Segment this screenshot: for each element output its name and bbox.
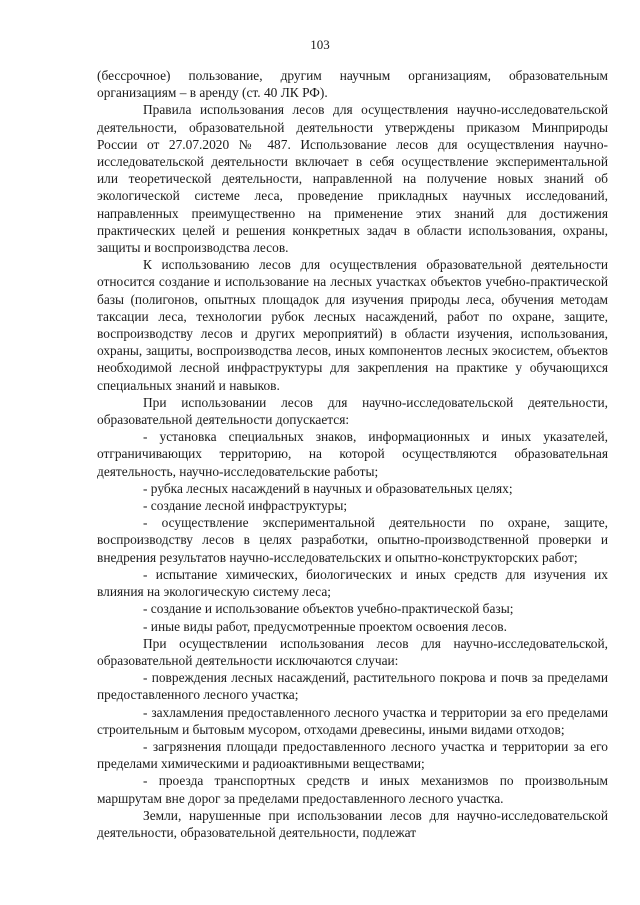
list-item-permitted-logging: - рубка лесных насаждений в научных и образовательных целях; — [143, 480, 513, 496]
list-item-permitted-experimental: - осуществление экспериментальной деятельности по охране, защите, воспроизводству лесов в целях разработки, опытно-производственной проверки и внедрения результатов научно-исследовательских и опытно-конструкторских работ; — [97, 515, 608, 565]
document-body — [97, 67, 608, 841]
list-item-permitted-testing: - испытание химических, биологических и иных средств для изучения их влияния на экологическую систему леса; — [97, 566, 608, 600]
paragraph-rules: Правила использования лесов для осуществления научно-исследовательской деятельности, образовательной деятельности утверждены приказом Минприроды России от 27.07.2020 № 487. Использование лесов для осуществления научно-исследовательской деятельности включает в себя осуществление экспериментальной или теоретической деятельности, направленной на получение новых знаний об экологической системе леса, проведение прикладных научных исследований, направленных преимущественно на применение этих знаний для достижения практических целей и решения конкретных задач в области использования, охраны, защиты и воспроизводства лесов. — [97, 102, 608, 256]
list-item-excluded-damage: - повреждения лесных насаждений, растительного покрова и почв за пределами предоставленного лесного участка; — [97, 670, 608, 703]
paragraph-education-use: К использованию лесов для осуществления образовательной деятельности относится создание и использование на лесных участках объектов учебно-практической базы (полигонов, опытных площадок для изучения природы леса, обучения методам таксации леса, технологии рубок лесных насаждений, работ по охране, защите, воспроизводству лесов и других мероприятий) в области изучения, использования, охраны, защиты, воспроизводства лесов, иных компонентов лесных экосистем, объектов необходимой лесной инфраструктуры для закрепления на практике у обучающихся специальных знаний и навыков. — [97, 257, 608, 393]
list-item-permitted-training-base: - создание и использование объектов учебно-практической базы; — [143, 601, 514, 617]
list-item-excluded-driving: - проезда транспортных средств и иных механизмов по произвольным маршрутам вне дорог за пределами предоставленного лесного участка. — [97, 773, 608, 806]
list-item-excluded-pollution: - загрязнения площади предоставленного лесного участка и территории за его пределами химическими и радиоактивными веществами; — [97, 738, 608, 772]
list-item-excluded-littering: - захламления предоставленного лесного участка и территории за его пределами строительным и бытовым мусором, отходами древесины, иными видами отходов; — [97, 704, 608, 737]
list-item-permitted-signs: - установка специальных знаков, информационных и иных указателей, отграничивающих территорию, на которой осуществляются образовательная деятельность, научно-исследовательские работы; — [97, 429, 608, 479]
paragraph-lease-continuation: (бессрочное) пользование, другим научным организациям, образовательным организациям – в аренду (ст. 40 ЛК РФ). — [97, 68, 608, 101]
paragraph-excluded-intro: При осуществлении использования лесов для научно-исследовательской, образовательной деятельности исключаются случаи: — [97, 635, 608, 668]
paragraph-permitted-intro: При использовании лесов для научно-исследовательской деятельности, образовательной деятельности допускается: — [97, 394, 608, 428]
list-item-permitted-infrastructure: - создание лесной инфраструктуры; — [143, 498, 348, 514]
paragraph-disturbed-lands: Земли, нарушенные при использовании лесов для научно-исследовательской деятельности, образовательной деятельности, подлежат — [97, 807, 608, 840]
page-number: 103 — [310, 37, 330, 52]
list-item-permitted-other: - иные виды работ, предусмотренные проектом освоения лесов. — [143, 618, 507, 634]
